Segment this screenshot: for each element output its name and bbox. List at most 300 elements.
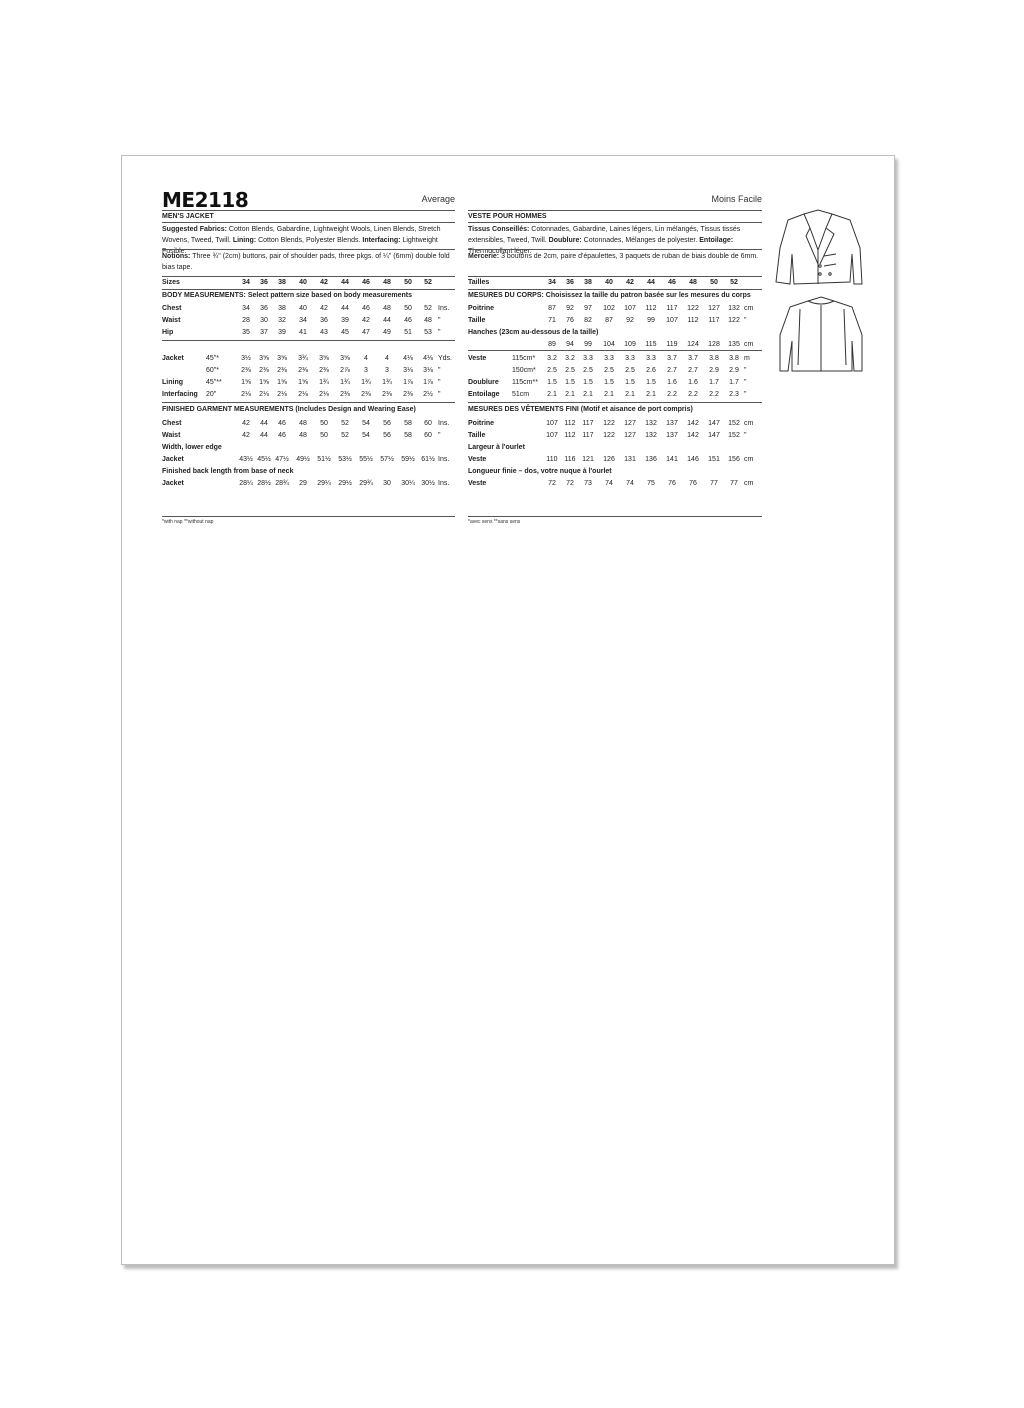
section-heading: Largeur à l'ourlet <box>468 444 525 451</box>
row-label: Waist <box>162 317 181 324</box>
table-cell: 2⅞ <box>340 367 350 374</box>
section-heading: FINISHED GARMENT MEASUREMENTS (Includes Design and Wearing Ease) <box>162 406 416 413</box>
table-cell: 3⅝ <box>259 355 269 362</box>
table-cell: 48 <box>383 305 391 312</box>
table-cell: 112 <box>564 432 576 439</box>
table-row <box>468 353 768 365</box>
table-cell: 2⅜ <box>277 367 287 374</box>
table-cell: 2.3 <box>729 391 739 398</box>
table-cell: 107 <box>546 432 558 439</box>
table-cell: 97 <box>584 305 592 312</box>
table-cell: 32 <box>278 317 286 324</box>
table-cell: 2.9 <box>729 367 739 374</box>
table-cell: 44 <box>383 317 391 324</box>
table-cell: 1⅝ <box>277 379 287 386</box>
garment-title-fr: VESTE POUR HOMMES <box>468 213 547 220</box>
table-cell: 46 <box>278 420 286 427</box>
table-cell: 1.5 <box>646 379 656 386</box>
table-cell: 4 <box>364 355 368 362</box>
table-cell: 2.9 <box>709 367 719 374</box>
section-heading: Width, lower edge <box>162 444 222 451</box>
size-cell: 38 <box>584 279 592 286</box>
table-cell: 34 <box>299 317 307 324</box>
row-label: Hip <box>162 329 174 336</box>
table-cell: 2⅜ <box>298 367 308 374</box>
table-cell: 28¼ <box>239 480 253 487</box>
row-label: Jacket <box>162 456 184 463</box>
table-cell: 87 <box>548 305 556 312</box>
table-cell: 28 <box>242 317 250 324</box>
row-label: Taille <box>468 432 486 439</box>
table-row <box>468 454 768 466</box>
table-cell: 1⅞ <box>423 379 433 386</box>
table-cell: 48 <box>299 420 307 427</box>
unit-label: " <box>438 317 441 324</box>
table-cell: 1.7 <box>709 379 719 386</box>
table-cell: 152 <box>728 420 740 427</box>
unit-label: Ins. <box>438 456 450 463</box>
unit-label: cm <box>744 480 754 487</box>
table-cell: 3.7 <box>688 355 698 362</box>
table-row <box>162 315 462 327</box>
unit-label: cm <box>744 456 754 463</box>
table-cell: 151 <box>708 456 720 463</box>
table-cell: 131 <box>624 456 636 463</box>
table-cell: 117 <box>582 432 594 439</box>
table-cell: 137 <box>666 420 678 427</box>
table-cell: 152 <box>728 432 740 439</box>
table-cell: 42 <box>320 305 328 312</box>
table-cell: 3 <box>364 367 368 374</box>
table-cell: 76 <box>668 480 676 487</box>
sizes-header <box>468 277 768 289</box>
row-label: Poitrine <box>468 305 495 312</box>
table-cell: 1¾ <box>382 379 392 386</box>
table-cell: 2.6 <box>646 367 656 374</box>
table-cell: 2⅜ <box>241 367 251 374</box>
table-cell: 3.2 <box>547 355 557 362</box>
table-cell: 76 <box>689 480 697 487</box>
size-cell: 52 <box>424 279 432 286</box>
size-cell: 40 <box>605 279 613 286</box>
fabric-width: 20" <box>206 391 217 398</box>
table-cell: 3 <box>385 367 389 374</box>
table-cell: 29 <box>299 480 307 487</box>
table-cell: 3⅛ <box>403 367 413 374</box>
row-label: Jacket <box>162 480 184 487</box>
table-cell: 42 <box>362 317 370 324</box>
unit-label: Ins. <box>438 420 450 427</box>
unit-label: Ins. <box>438 305 450 312</box>
table-cell: 51½ <box>317 456 331 463</box>
table-cell: 3.3 <box>646 355 656 362</box>
fabric-width: 45"** <box>206 379 222 386</box>
table-cell: 2⅜ <box>382 391 392 398</box>
table-cell: 3⅛ <box>423 367 433 374</box>
table-cell: 112 <box>645 305 657 312</box>
table-cell: 3.2 <box>565 355 575 362</box>
table-row <box>468 303 768 315</box>
unit-label: m <box>744 355 750 362</box>
table-cell: 2.5 <box>625 367 635 374</box>
section-heading: Hanches (23cm au-dessous de la taille) <box>468 329 599 336</box>
table-cell: 48 <box>424 317 432 324</box>
table-cell: 49½ <box>296 456 310 463</box>
fabric-width: 150cm* <box>512 367 536 374</box>
table-cell: 45 <box>341 329 349 336</box>
table-cell: 124 <box>687 341 699 348</box>
table-cell: 102 <box>603 305 615 312</box>
table-cell: 107 <box>546 420 558 427</box>
table-cell: 107 <box>624 305 636 312</box>
table-cell: 54 <box>362 432 370 439</box>
table-cell: 2.1 <box>565 391 575 398</box>
table-cell: 75 <box>647 480 655 487</box>
table-cell: 29¾ <box>359 480 373 487</box>
table-row <box>468 478 768 490</box>
table-cell: 74 <box>605 480 613 487</box>
table-cell: 46 <box>278 432 286 439</box>
table-cell: 50 <box>320 420 328 427</box>
table-cell: 61½ <box>421 456 435 463</box>
table-cell: 132 <box>645 432 657 439</box>
unit-label: cm <box>744 341 754 348</box>
table-cell: 1¾ <box>340 379 350 386</box>
row-label: Taille <box>468 317 486 324</box>
unit-label: " <box>744 317 747 324</box>
unit-label: " <box>438 329 441 336</box>
size-cell: 40 <box>299 279 307 286</box>
table-row <box>468 389 768 401</box>
table-cell: 53½ <box>338 456 352 463</box>
table-cell: 1⅞ <box>403 379 413 386</box>
table-cell: 76 <box>566 317 574 324</box>
size-cell: 48 <box>383 279 391 286</box>
table-cell: 2½ <box>423 391 433 398</box>
table-row <box>162 389 462 401</box>
table-cell: 72 <box>548 480 556 487</box>
table-cell: 2.1 <box>646 391 656 398</box>
table-cell: 46 <box>404 317 412 324</box>
table-row <box>468 365 768 377</box>
table-cell: 2⅜ <box>403 391 413 398</box>
table-cell: 99 <box>647 317 655 324</box>
table-cell: 1.5 <box>583 379 593 386</box>
size-cell: 52 <box>730 279 738 286</box>
table-cell: 1.5 <box>565 379 575 386</box>
fabrics-text-fr: Tissus Conseillés: Cotonnades, Gabardine, Laines légers, Lin mélangés, Tissus tissés extensibles, Tweed, Twill. Doublure: Cotonnades, Mélanges de polyester. Entoilage: Thermocollant léger. <box>468 226 741 255</box>
size-cell: 46 <box>362 279 370 286</box>
table-cell: 2⅛ <box>277 391 287 398</box>
table-row <box>468 430 768 442</box>
table-cell: 104 <box>603 341 615 348</box>
table-cell: 122 <box>603 432 615 439</box>
table-cell: 142 <box>687 432 699 439</box>
table-cell: 94 <box>566 341 574 348</box>
footnote-fr: *avec sens **sans sens <box>468 519 521 525</box>
table-row <box>162 478 462 490</box>
table-cell: 29¼ <box>317 480 331 487</box>
unit-label: cm <box>744 420 754 427</box>
table-cell: 77 <box>730 480 738 487</box>
table-cell: 1.5 <box>625 379 635 386</box>
table-cell: 2.7 <box>688 367 698 374</box>
table-cell: 156 <box>728 456 740 463</box>
difficulty-level-fr: Moins Facile <box>711 194 762 204</box>
table-cell: 2.5 <box>604 367 614 374</box>
notions-text: Notions: Three ¾" (2cm) buttons, pair of shoulder pads, three pkgs. of ¼" (6mm) double fold bias tape. <box>162 253 450 271</box>
table-cell: 2.1 <box>604 391 614 398</box>
table-cell: 3½ <box>241 355 251 362</box>
table-cell: 30½ <box>421 480 435 487</box>
fabrics-text: Suggested Fabrics: Cotton Blends, Gabardine, Lightweight Wools, Linen Blends, Stretch Wovens, Tweed, Twill. Lining: Cotton Blends, Polyester Blends. Interfacing: Lightweight Fusible. <box>162 226 441 255</box>
table-cell: 2.1 <box>547 391 557 398</box>
size-cell: 50 <box>710 279 718 286</box>
table-cell: 30 <box>260 317 268 324</box>
table-cell: 51 <box>404 329 412 336</box>
table-cell: 47 <box>362 329 370 336</box>
table-cell: 4⅛ <box>403 355 413 362</box>
table-cell: 1.6 <box>688 379 698 386</box>
table-cell: 39 <box>278 329 286 336</box>
table-cell: 74 <box>626 480 634 487</box>
size-cell: 46 <box>668 279 676 286</box>
table-row <box>162 454 462 466</box>
size-cell: 50 <box>404 279 412 286</box>
table-cell: 36 <box>320 317 328 324</box>
difficulty-level: Average <box>421 194 455 204</box>
row-label: Lining <box>162 379 183 386</box>
table-cell: 2⅜ <box>259 367 269 374</box>
table-cell: 87 <box>605 317 613 324</box>
table-cell: 57½ <box>380 456 394 463</box>
table-cell: 4 <box>385 355 389 362</box>
sizes-label: Tailles <box>468 279 490 286</box>
table-cell: 2.5 <box>547 367 557 374</box>
table-cell: 110 <box>546 456 558 463</box>
unit-label: " <box>438 367 441 374</box>
table-cell: 2⅛ <box>298 391 308 398</box>
table-cell: 112 <box>564 420 576 427</box>
table-cell: 47½ <box>275 456 289 463</box>
jacket-back-sketch-icon <box>776 295 866 375</box>
table-cell: 50 <box>320 432 328 439</box>
table-cell: 128 <box>708 341 720 348</box>
row-label: Poitrine <box>468 420 495 427</box>
footnote: *with nap **without nap <box>162 519 214 525</box>
size-cell: 38 <box>278 279 286 286</box>
table-cell: 112 <box>687 317 699 324</box>
table-cell: 44 <box>260 420 268 427</box>
fabric-width: 115cm** <box>512 379 538 386</box>
table-row <box>468 377 768 389</box>
table-cell: 53 <box>424 329 432 336</box>
section-heading: MESURES DES VÊTEMENTS FINI (Motif et aisance de port compris) <box>468 406 693 413</box>
table-cell: 73 <box>584 480 592 487</box>
size-cell: 34 <box>242 279 250 286</box>
size-cell: 48 <box>689 279 697 286</box>
table-cell: 142 <box>687 420 699 427</box>
table-cell: 54 <box>362 420 370 427</box>
size-cell: 36 <box>260 279 268 286</box>
unit-label: " <box>744 379 747 386</box>
section-heading: Longueur finie – dos, votre nuque à l'ourlet <box>468 468 612 475</box>
table-cell: 49 <box>383 329 391 336</box>
table-cell: 1⅝ <box>241 379 251 386</box>
table-cell: 92 <box>566 305 574 312</box>
table-cell: 28½ <box>257 480 271 487</box>
unit-label: Yds. <box>438 355 453 362</box>
table-cell: 45½ <box>257 456 271 463</box>
section-heading: MESURES DU CORPS: Choisissez la taille du patron basée sur les mesures du corps <box>468 292 751 299</box>
table-cell: 43½ <box>239 456 253 463</box>
row-label: Interfacing <box>162 391 198 398</box>
table-cell: 3.8 <box>709 355 719 362</box>
table-cell: 43 <box>320 329 328 336</box>
table-cell: 60 <box>424 420 432 427</box>
table-cell: 55½ <box>359 456 373 463</box>
row-label: Chest <box>162 420 182 427</box>
sizes-label: Sizes <box>162 279 180 286</box>
table-row <box>162 327 462 339</box>
row-label: Veste <box>468 456 487 463</box>
table-cell: 50 <box>404 305 412 312</box>
table-cell: 117 <box>666 305 678 312</box>
fabric-width: 51cm <box>512 391 530 398</box>
section-heading: BODY MEASUREMENTS: Select pattern size based on body measurements <box>162 292 412 299</box>
pattern-number: ME2118 <box>162 188 249 212</box>
table-cell: 3⅝ <box>277 355 287 362</box>
table-cell: 44 <box>260 432 268 439</box>
table-cell: 89 <box>548 341 556 348</box>
table-cell: 56 <box>383 420 391 427</box>
size-cell: 42 <box>320 279 328 286</box>
table-cell: 2⅜ <box>361 391 371 398</box>
table-cell: 52 <box>341 432 349 439</box>
table-cell: 109 <box>624 341 636 348</box>
table-cell: 46 <box>362 305 370 312</box>
table-cell: 42 <box>242 420 250 427</box>
table-cell: 58 <box>404 420 412 427</box>
table-cell: 119 <box>666 341 678 348</box>
row-label: Entoilage <box>468 391 500 398</box>
unit-label: " <box>744 391 747 398</box>
table-cell: 3¾ <box>298 355 308 362</box>
table-cell: 40 <box>299 305 307 312</box>
table-cell: 3⅝ <box>340 355 350 362</box>
table-cell: 2.1 <box>583 391 593 398</box>
table-cell: 2⅜ <box>340 391 350 398</box>
table-cell: 30 <box>383 480 391 487</box>
table-cell: 1¾ <box>319 379 329 386</box>
table-cell: 1.7 <box>729 379 739 386</box>
table-cell: 146 <box>687 456 699 463</box>
table-cell: 29½ <box>338 480 352 487</box>
sizes-header <box>162 277 462 289</box>
table-cell: 2.1 <box>625 391 635 398</box>
table-cell: 36 <box>260 305 268 312</box>
table-cell: 92 <box>626 317 634 324</box>
table-cell: 116 <box>564 456 576 463</box>
row-label: Waist <box>162 432 181 439</box>
table-cell: 3.8 <box>729 355 739 362</box>
table-cell: 127 <box>624 432 636 439</box>
table-cell: 38 <box>278 305 286 312</box>
row-label: Doublure <box>468 379 499 386</box>
table-cell: 2.5 <box>583 367 593 374</box>
table-cell: 3.3 <box>583 355 593 362</box>
size-cell: 36 <box>566 279 574 286</box>
table-cell: 115 <box>645 341 657 348</box>
table-cell: 121 <box>582 456 594 463</box>
table-row <box>468 315 768 327</box>
table-cell: 30¼ <box>401 480 415 487</box>
unit-label: " <box>438 379 441 386</box>
unit-label: " <box>438 391 441 398</box>
table-cell: 1.5 <box>604 379 614 386</box>
table-row <box>162 430 462 442</box>
table-cell: 126 <box>603 456 615 463</box>
unit-label: cm <box>744 305 754 312</box>
table-cell: 48 <box>299 432 307 439</box>
size-cell: 34 <box>548 279 556 286</box>
table-cell: 99 <box>584 341 592 348</box>
fabric-width: 115cm* <box>512 355 536 362</box>
table-cell: 34 <box>242 305 250 312</box>
table-cell: 2⅜ <box>319 367 329 374</box>
table-cell: 4⅛ <box>423 355 433 362</box>
table-cell: 135 <box>728 341 740 348</box>
table-cell: 127 <box>624 420 636 427</box>
table-cell: 1⅝ <box>298 379 308 386</box>
table-cell: 141 <box>666 456 678 463</box>
table-cell: 122 <box>603 420 615 427</box>
table-row <box>162 377 462 389</box>
unit-label: Ins. <box>438 480 450 487</box>
table-cell: 1.5 <box>547 379 557 386</box>
row-label: Veste <box>468 480 487 487</box>
table-cell: 2.2 <box>709 391 719 398</box>
table-cell: 37 <box>260 329 268 336</box>
table-cell: 107 <box>666 317 678 324</box>
table-cell: 56 <box>383 432 391 439</box>
size-cell: 44 <box>647 279 655 286</box>
table-cell: 3.3 <box>625 355 635 362</box>
garment-title: MEN'S JACKET <box>162 213 214 220</box>
row-label: Veste <box>468 355 487 362</box>
table-cell: 127 <box>708 305 720 312</box>
table-cell: 52 <box>341 420 349 427</box>
table-cell: 117 <box>582 420 594 427</box>
table-cell: 132 <box>645 420 657 427</box>
table-cell: 136 <box>645 456 657 463</box>
table-row <box>162 353 462 365</box>
table-cell: 58 <box>404 432 412 439</box>
table-cell: 35 <box>242 329 250 336</box>
unit-label: " <box>744 432 747 439</box>
table-cell: 2.7 <box>667 367 677 374</box>
table-cell: 52 <box>424 305 432 312</box>
fabric-width: 60"* <box>206 367 219 374</box>
table-cell: 2⅛ <box>241 391 251 398</box>
table-cell: 72 <box>566 480 574 487</box>
table-cell: 117 <box>708 317 720 324</box>
size-cell: 44 <box>341 279 349 286</box>
unit-label: " <box>438 432 441 439</box>
table-row <box>162 365 462 377</box>
table-cell: 2.5 <box>565 367 575 374</box>
table-cell: 147 <box>708 420 720 427</box>
